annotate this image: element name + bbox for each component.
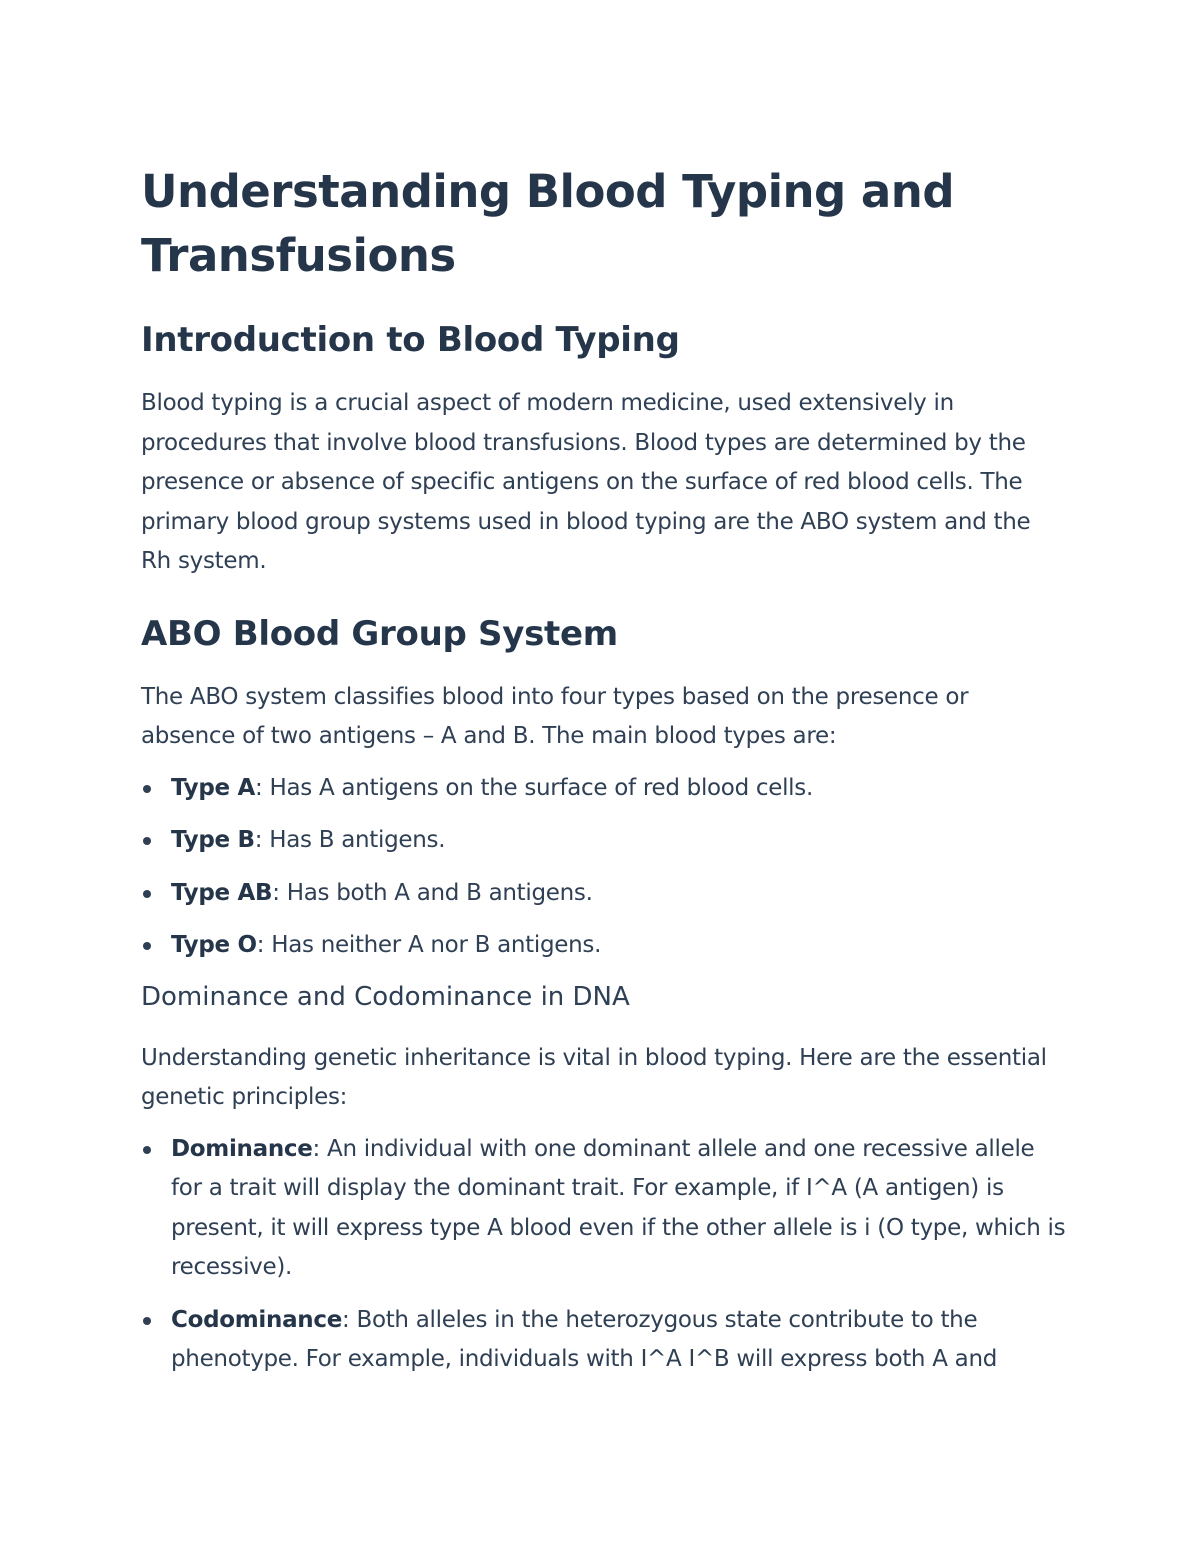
list-item [141, 769, 1066, 809]
list-item-term: Type O [171, 932, 257, 958]
abo-heading: ABO Blood Group System [141, 613, 618, 654]
blood-type-list [141, 769, 1066, 966]
list-item-text: : Has A antigens on the surface of red blood cells. [255, 774, 813, 801]
bullet-icon [143, 785, 151, 793]
list-item-term: Dominance [171, 1135, 313, 1162]
bullet-icon [143, 942, 151, 950]
list-item-term: Type B [171, 827, 255, 853]
document-title: Understanding Blood Typing and Transfusions [141, 165, 955, 282]
bullet-icon [143, 1317, 151, 1325]
list-item [141, 1130, 1066, 1288]
list-item-term: Codominance [171, 1306, 342, 1333]
dominance-paragraph: Understanding genetic inheritance is vital in blood typing. Here are the essential genetic principles: [141, 1044, 1047, 1110]
bullet-icon [143, 837, 151, 845]
intro-paragraph: Blood typing is a crucial aspect of modern medicine, used extensively in procedures that involve blood transfusions. Blood types are determined by the presence or absence of specific antigens on the surface of red blood cells. The primary blood group systems used in blood typing are the ABO system and the Rh system. [141, 390, 1031, 574]
abo-paragraph: The ABO system classifies blood into four types based on the presence or absence of two antigens – A and B. The main blood types are: [141, 683, 969, 749]
list-item [141, 821, 1066, 861]
list-item-text: : Has both A and B antigens. [272, 879, 593, 906]
list-item-term: Type AB [171, 879, 273, 906]
list-item [141, 874, 1066, 914]
list-item [141, 926, 1066, 966]
list-item-text: : Both alleles in the heterozygous state contribute to the phenotype. For example, individuals with I^A I^B will express both A and [171, 1306, 998, 1372]
list-item [141, 1301, 1066, 1380]
intro-heading: Introduction to Blood Typing [141, 320, 680, 360]
list-item-term: Type A [171, 774, 256, 801]
list-item-text: : Has neither A nor B antigens. [256, 932, 602, 958]
bullet-icon [143, 1146, 151, 1154]
document-page [141, 160, 1066, 1393]
list-item-text: : Has B antigens. [254, 827, 446, 853]
dominance-heading: Dominance and Codominance in DNA [141, 981, 630, 1012]
bullet-icon [143, 890, 151, 898]
list-item-text: : An individual with one dominant allele and one recessive allele for a trait will display the dominant trait. For example, if I^A (A antigen) is present, it will express type A blood even if the other allele is i (O type, which is recessive). [171, 1135, 1066, 1280]
genetic-principles-list [141, 1130, 1066, 1380]
